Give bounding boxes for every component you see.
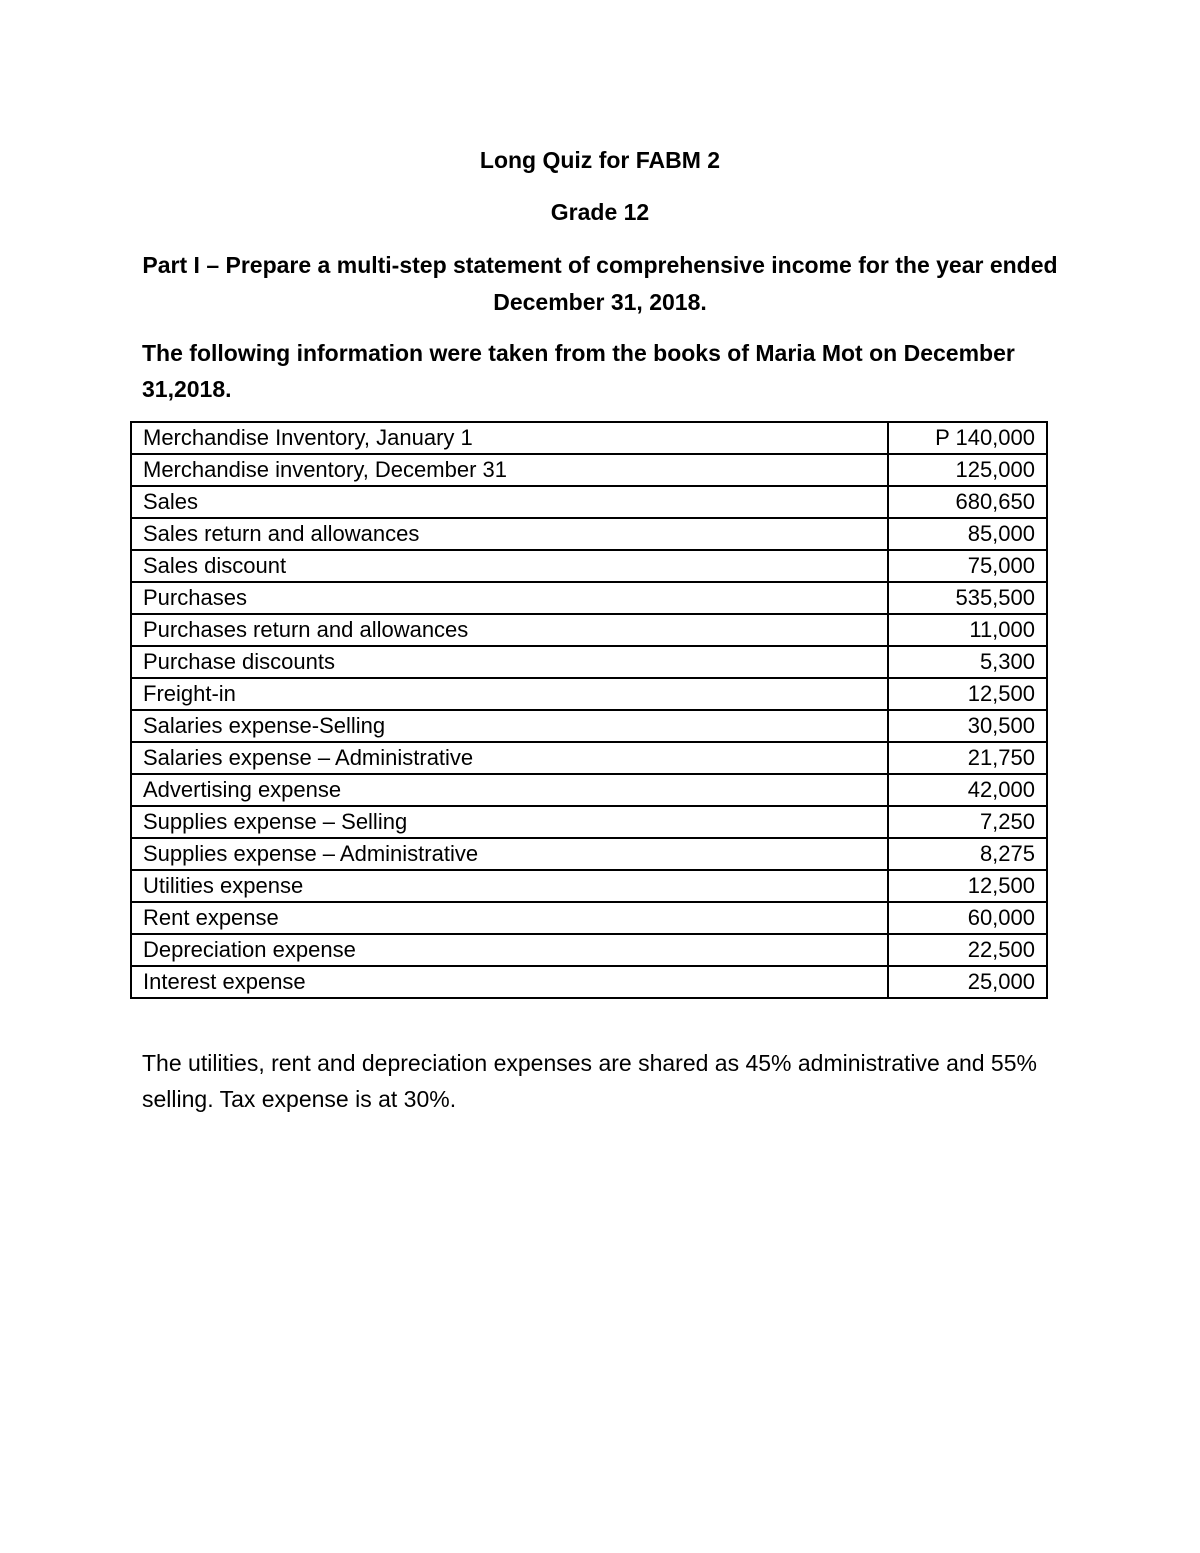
account-amount: 25,000 <box>888 966 1047 998</box>
table-row <box>131 902 1047 934</box>
account-label: Merchandise Inventory, January 1 <box>131 422 888 454</box>
account-amount: 680,650 <box>888 486 1047 518</box>
account-label: Supplies expense – Administrative <box>131 838 888 870</box>
table-row <box>131 614 1047 646</box>
table-row <box>131 742 1047 774</box>
table-row <box>131 550 1047 582</box>
account-label: Supplies expense – Selling <box>131 806 888 838</box>
account-amount: 8,275 <box>888 838 1047 870</box>
account-amount: 75,000 <box>888 550 1047 582</box>
account-label: Advertising expense <box>131 774 888 806</box>
account-label: Depreciation expense <box>131 934 888 966</box>
account-amount: 535,500 <box>888 582 1047 614</box>
table-row <box>131 774 1047 806</box>
account-amount: 85,000 <box>888 518 1047 550</box>
grade-level: Grade 12 <box>550 199 650 225</box>
intro-text: The following information were taken from the books of Maria Mot on December 31,2018. <box>142 340 1015 402</box>
account-label: Purchases <box>131 582 888 614</box>
table-row <box>131 454 1047 486</box>
table-row <box>131 422 1047 454</box>
account-amount: 5,300 <box>888 646 1047 678</box>
account-amount: 22,500 <box>888 934 1047 966</box>
account-label: Rent expense <box>131 902 888 934</box>
account-amount: P 140,000 <box>888 422 1047 454</box>
account-label: Merchandise inventory, December 31 <box>131 454 888 486</box>
allocation-note: The utilities, rent and depreciation expenses are shared as 45% administrative and 55% selling. Tax expense is at 30%. <box>142 1050 1037 1112</box>
account-label: Utilities expense <box>131 870 888 902</box>
account-balances-table <box>130 421 1048 999</box>
account-amount: 12,500 <box>888 870 1047 902</box>
table-row <box>131 934 1047 966</box>
account-label: Sales discount <box>131 550 888 582</box>
table-row <box>131 838 1047 870</box>
account-label: Sales return and allowances <box>131 518 888 550</box>
account-amount: 12,500 <box>888 678 1047 710</box>
account-amount: 60,000 <box>888 902 1047 934</box>
part-instruction: Part I – Prepare a multi-step statement of comprehensive income for the year ended December 31, 2018. <box>142 252 1058 315</box>
document-title: Long Quiz for FABM 2 <box>479 147 721 173</box>
account-amount: 11,000 <box>888 614 1047 646</box>
account-label: Salaries expense-Selling <box>131 710 888 742</box>
table-row <box>131 646 1047 678</box>
account-label: Freight-in <box>131 678 888 710</box>
account-label: Purchases return and allowances <box>131 614 888 646</box>
account-amount: 42,000 <box>888 774 1047 806</box>
table-row <box>131 870 1047 902</box>
account-amount: 7,250 <box>888 806 1047 838</box>
table-row <box>131 582 1047 614</box>
table-row <box>131 966 1047 998</box>
table-row <box>131 678 1047 710</box>
account-label: Salaries expense – Administrative <box>131 742 888 774</box>
table-row <box>131 806 1047 838</box>
table-row <box>131 486 1047 518</box>
table-row <box>131 518 1047 550</box>
account-label: Interest expense <box>131 966 888 998</box>
account-label: Purchase discounts <box>131 646 888 678</box>
table-row <box>131 710 1047 742</box>
account-amount: 30,500 <box>888 710 1047 742</box>
account-label: Sales <box>131 486 888 518</box>
account-amount: 125,000 <box>888 454 1047 486</box>
account-amount: 21,750 <box>888 742 1047 774</box>
